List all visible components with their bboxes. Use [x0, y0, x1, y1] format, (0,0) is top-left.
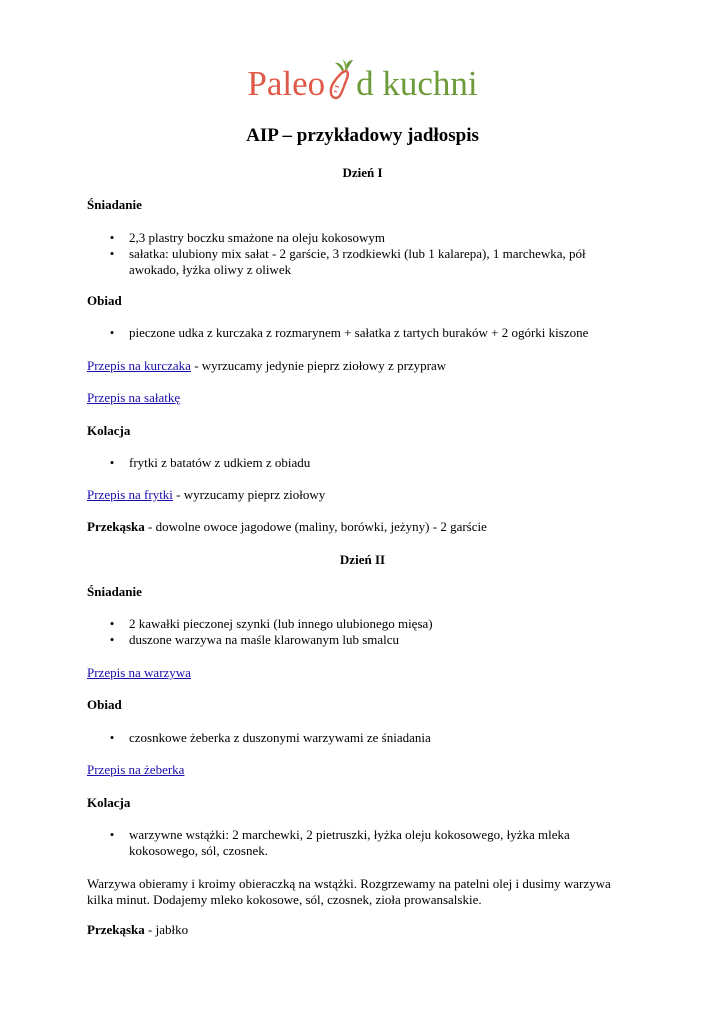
logo-text-paleo: Paleo — [247, 64, 326, 103]
carrot-icon — [326, 58, 356, 102]
bullet-icon: • — [109, 230, 115, 245]
list-item — [87, 325, 617, 341]
snack-text: - jabłko — [144, 922, 189, 937]
day1-fries-recipe-line — [87, 487, 647, 503]
recipe-link-ribs[interactable]: Przepis na żeberka — [87, 762, 185, 777]
logo-text-kuchni: d kuchni — [356, 64, 478, 103]
site-logo — [0, 56, 725, 104]
day2-ribs-recipe-line — [87, 762, 647, 778]
list-item-text: 2,3 plastry boczku smażone na oleju kokosowym — [129, 230, 385, 245]
day2-dinner-heading: Kolacja — [87, 795, 131, 810]
bullet-icon: • — [109, 325, 115, 340]
snack-label: Przekąska — [87, 519, 145, 534]
recipe-note: - wyrzucamy pieprz ziołowy — [172, 487, 326, 502]
list-item — [87, 230, 617, 246]
day1-breakfast-list — [87, 230, 617, 278]
day1-salad-recipe-line — [87, 390, 647, 406]
list-item — [87, 827, 617, 859]
day2-lunch-list — [87, 730, 617, 746]
day2-breakfast-heading: Śniadanie — [87, 584, 142, 599]
list-item — [87, 246, 617, 278]
list-item-text: 2 kawałki pieczonej szynki (lub innego ulubionego mięsa) — [129, 616, 433, 631]
day2-lunch-heading: Obiad — [87, 697, 122, 712]
list-item-text: pieczone udka z kurczaka z rozmarynem + sałatka z tartych buraków + 2 ogórki kiszone — [129, 325, 589, 340]
day2-dinner-note: Warzywa obieramy i kroimy obieraczką na wstążki. Rozgrzewamy na patelni olej i dusimy warzywa kilka minut. Dodajemy mleko kokosowe, sól, czosnek, zioła prowansalskie. — [87, 876, 611, 907]
day1-breakfast-heading: Śniadanie — [87, 197, 142, 212]
day2-dinner-list — [87, 827, 617, 859]
day2-vegetables-recipe-line — [87, 665, 647, 681]
list-item — [87, 730, 617, 746]
day1-dinner-list — [87, 455, 617, 471]
recipe-note: - wyrzucamy jedynie pieprz ziołowy z przypraw — [190, 358, 447, 373]
list-item-text: duszone warzywa na maśle klarowanym lub smalcu — [129, 632, 400, 647]
day1-lunch-list — [87, 325, 617, 341]
bullet-icon: • — [109, 730, 115, 745]
day1-snack — [87, 519, 647, 535]
bullet-icon: • — [109, 827, 115, 842]
list-item-text: warzywne wstążki: 2 marchewki, 2 pietruszki, łyżka oleju kokosowego, łyżka mleka kokosowego, sól, czosnek. — [129, 827, 570, 858]
page-title: AIP – przykładowy jadłospis — [246, 125, 479, 146]
list-item — [87, 632, 617, 648]
recipe-link-vegetables[interactable]: Przepis na warzywa — [87, 665, 191, 680]
list-item — [87, 616, 617, 632]
bullet-icon: • — [109, 616, 115, 631]
list-item-text: czosnkowe żeberka z duszonymi warzywami ze śniadania — [129, 730, 431, 745]
day2-snack — [87, 922, 647, 938]
day2-breakfast-list — [87, 616, 617, 648]
list-item — [87, 455, 617, 471]
bullet-icon: • — [109, 455, 115, 470]
day1-lunch-heading: Obiad — [87, 293, 122, 308]
day-heading-1: Dzień I — [342, 165, 383, 180]
day1-lunch-recipe-line — [87, 358, 647, 374]
recipe-link-chicken[interactable]: Przepis na kurczaka — [87, 358, 191, 373]
list-item-text: sałatka: ulubiony mix sałat - 2 garście, 3 rzodkiewki (lub 1 kalarepa), 1 marchewka, pół awokado, łyżka oliwy z oliwek — [129, 246, 586, 277]
bullet-icon: • — [109, 632, 115, 647]
day-heading-2: Dzień II — [339, 552, 386, 567]
snack-label: Przekąska — [87, 922, 145, 937]
recipe-link-fries[interactable]: Przepis na frytki — [87, 487, 173, 502]
recipe-link-salad[interactable]: Przepis na sałatkę — [87, 390, 181, 405]
bullet-icon: • — [109, 246, 115, 261]
day1-dinner-heading: Kolacja — [87, 423, 131, 438]
snack-text: - dowolne owoce jagodowe (maliny, borówki, jeżyny) - 2 garście — [144, 519, 487, 534]
list-item-text: frytki z batatów z udkiem z obiadu — [129, 455, 311, 470]
